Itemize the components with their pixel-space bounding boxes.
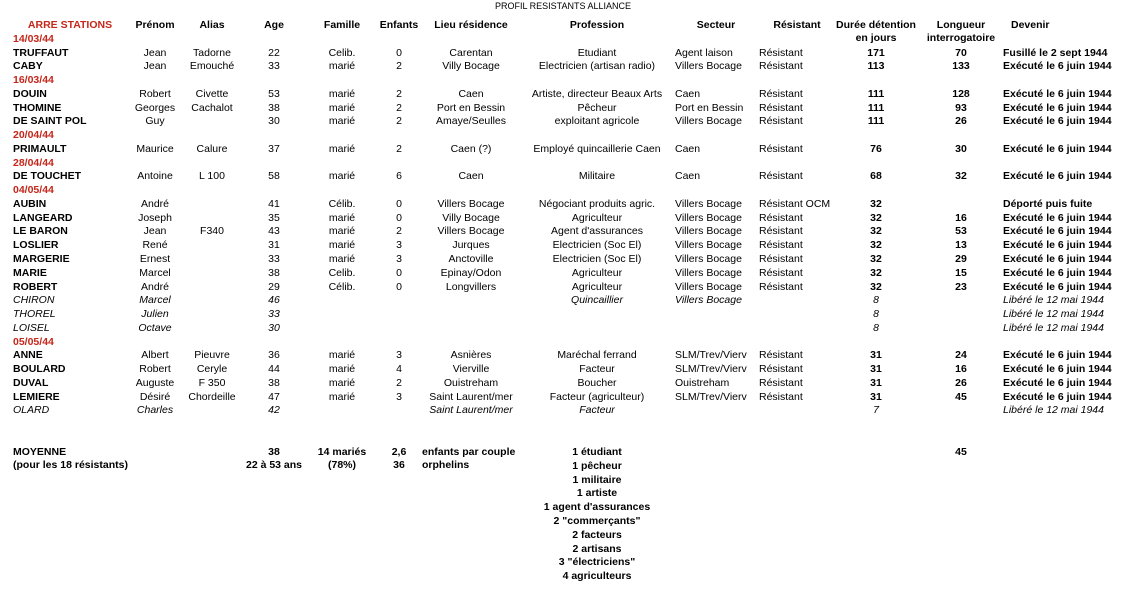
cell-resistant: Résistant xyxy=(759,60,803,72)
cell-age: 22 xyxy=(268,47,280,59)
cell-devenir: Libéré le 12 mai 1944 xyxy=(1003,308,1104,320)
cell-famille: marié xyxy=(328,377,356,389)
cell-age: 44 xyxy=(268,363,280,375)
cell-resistant: Résistant xyxy=(759,363,803,375)
cell-lieu: Villers Bocage xyxy=(437,225,505,237)
cell-name: ROBERT xyxy=(13,281,58,293)
cell-prenom: Robert xyxy=(139,363,171,375)
cell-profession: Artiste, directeur Beaux Arts xyxy=(531,88,663,100)
cell-enfants: 2 xyxy=(396,102,402,114)
cell-devenir: Déporté puis fuite xyxy=(1003,198,1093,210)
cell-alias: Pieuvre xyxy=(194,349,230,361)
cell-age: 53 xyxy=(268,88,280,100)
cell-longueur: 93 xyxy=(955,102,967,114)
cell-alias: F 350 xyxy=(198,377,226,389)
cell-secteur: Villers Bocage xyxy=(675,115,742,127)
cell-lieu: Saint Laurent/mer xyxy=(429,391,513,403)
cell-age: 38 xyxy=(268,102,280,114)
cell-lieu: Caen xyxy=(458,170,484,182)
date-separator: 04/05/44 xyxy=(13,184,54,196)
cell-prenom: André xyxy=(140,281,170,293)
cell-profession: Négociant produits agric. xyxy=(538,198,656,210)
cell-famille: marié xyxy=(328,239,356,251)
cell-prenom: Jean xyxy=(143,225,167,237)
date-separator: 14/03/44 xyxy=(13,33,54,45)
cell-prenom: Maurice xyxy=(136,143,174,155)
cell-enfants: 2 xyxy=(396,115,402,127)
cell-enfants: 2 xyxy=(396,60,402,72)
cell-longueur: 30 xyxy=(955,143,967,155)
cell-age: 47 xyxy=(268,391,280,403)
cell-profession: Agriculteur xyxy=(571,281,623,293)
header-devenir: Devenir xyxy=(1011,19,1050,31)
cell-resistant: Résistant xyxy=(759,225,803,237)
cell-alias: L 100 xyxy=(199,170,225,182)
cell-longueur: 53 xyxy=(955,225,967,237)
cell-lieu: Villers Bocage xyxy=(437,198,505,210)
cell-duree: 32 xyxy=(870,212,882,224)
cell-age: 46 xyxy=(268,294,280,306)
cell-lieu: Villy Bocage xyxy=(442,212,500,224)
cell-name: ANNE xyxy=(13,349,43,361)
cell-resistant: Résistant xyxy=(759,143,803,155)
cell-famille: marié xyxy=(328,102,356,114)
cell-duree: 32 xyxy=(870,198,882,210)
cell-name: CHIRON xyxy=(13,294,55,306)
date-separator: 28/04/44 xyxy=(13,157,54,169)
cell-profession: Employé quincaillerie Caen xyxy=(533,143,661,155)
cell-profession: Agent d'assurances xyxy=(551,225,643,237)
cell-age: 31 xyxy=(268,239,280,251)
cell-devenir: Exécuté le 6 juin 1944 xyxy=(1003,363,1112,375)
cell-lieu: Saint Laurent/mer xyxy=(429,404,513,416)
cell-secteur: Villers Bocage xyxy=(675,239,742,251)
cell-enfants: 2 xyxy=(396,88,402,100)
cell-lieu: Caen xyxy=(458,88,484,100)
cell-devenir: Fusillé le 2 sept 1944 xyxy=(1003,47,1108,59)
cell-resistant: Résistant xyxy=(759,377,803,389)
summary-profession-item: 2 facteurs xyxy=(572,528,622,541)
cell-longueur: 26 xyxy=(955,377,967,389)
cell-name: THOREL xyxy=(13,308,56,320)
cell-duree: 31 xyxy=(870,391,882,403)
cell-devenir: Exécuté le 6 juin 1944 xyxy=(1003,377,1112,389)
summary-orphelins: 36 xyxy=(393,459,405,471)
cell-age: 33 xyxy=(268,60,280,72)
cell-duree: 111 xyxy=(867,88,885,100)
cell-resistant: Résistant xyxy=(759,239,803,251)
cell-lieu: Ouistreham xyxy=(443,377,499,389)
cell-profession: exploitant agricole xyxy=(554,115,640,127)
cell-name: CABY xyxy=(13,60,43,72)
cell-age: 33 xyxy=(268,308,280,320)
cell-duree: 111 xyxy=(867,115,885,127)
cell-enfants: 3 xyxy=(396,253,402,265)
page-title: PROFIL RESISTANTS ALLIANCE xyxy=(494,1,632,11)
cell-alias: Emouché xyxy=(189,60,235,72)
cell-prenom: Antoine xyxy=(137,170,173,182)
cell-resistant: Résistant xyxy=(759,349,803,361)
header-lieu: Lieu résidence xyxy=(434,19,508,31)
cell-devenir: Exécuté le 6 juin 1944 xyxy=(1003,391,1112,403)
cell-age: 33 xyxy=(268,253,280,265)
date-separator: 05/05/44 xyxy=(13,336,54,348)
summary-profession-item: 1 militaire xyxy=(572,473,622,486)
cell-prenom: Guy xyxy=(145,115,165,127)
cell-lieu: Longvillers xyxy=(445,281,497,293)
summary-label: MOYENNE xyxy=(13,446,67,458)
summary-age-avg: 38 xyxy=(268,446,280,458)
cell-secteur: Caen xyxy=(675,88,701,100)
cell-longueur: 23 xyxy=(955,281,967,293)
cell-longueur: 13 xyxy=(955,239,967,251)
cell-enfants: 3 xyxy=(396,239,402,251)
summary-profession-item: 1 agent d'assurances xyxy=(543,501,651,514)
cell-devenir: Exécuté le 6 juin 1944 xyxy=(1003,88,1112,100)
cell-name: DUVAL xyxy=(13,377,49,389)
cell-profession: Agriculteur xyxy=(571,212,623,224)
cell-lieu: Villy Bocage xyxy=(442,60,500,72)
cell-lieu: Carentan xyxy=(449,47,493,59)
summary-maries: 14 mariés xyxy=(317,446,367,458)
cell-profession: Electricien (artisan radio) xyxy=(538,60,656,72)
cell-age: 36 xyxy=(268,349,280,361)
summary-enfants-text: enfants par couple xyxy=(422,446,516,458)
cell-devenir: Exécuté le 6 juin 1944 xyxy=(1003,239,1112,251)
cell-resistant: Résistant xyxy=(759,88,803,100)
cell-devenir: Exécuté le 6 juin 1944 xyxy=(1003,102,1112,114)
cell-longueur: 29 xyxy=(955,253,967,265)
cell-duree: 31 xyxy=(870,377,882,389)
cell-secteur: Villers Bocage xyxy=(675,225,742,237)
cell-enfants: 3 xyxy=(396,349,402,361)
cell-secteur: Villers Bocage xyxy=(675,294,742,306)
cell-name: DE SAINT POL xyxy=(13,115,87,127)
date-separator: 16/03/44 xyxy=(13,74,54,86)
cell-age: 43 xyxy=(268,225,280,237)
cell-secteur: Ouistreham xyxy=(675,377,730,389)
cell-profession: Facteur xyxy=(579,363,615,375)
cell-famille: marié xyxy=(328,60,356,72)
cell-profession: Militaire xyxy=(578,170,616,182)
cell-prenom: Joseph xyxy=(138,212,172,224)
cell-alias: F340 xyxy=(200,225,224,237)
cell-prenom: Robert xyxy=(139,88,171,100)
cell-prenom: Auguste xyxy=(135,377,175,389)
cell-name: THOMINE xyxy=(13,102,62,114)
cell-duree: 31 xyxy=(870,349,882,361)
cell-devenir: Exécuté le 6 juin 1944 xyxy=(1003,143,1112,155)
cell-enfants: 0 xyxy=(396,198,402,210)
cell-resistant: Résistant xyxy=(759,253,803,265)
header-enfants: Enfants xyxy=(379,19,419,31)
cell-age: 41 xyxy=(268,198,280,210)
cell-enfants: 2 xyxy=(396,143,402,155)
cell-name: BOULARD xyxy=(13,363,66,375)
cell-longueur: 15 xyxy=(955,267,967,279)
cell-enfants: 0 xyxy=(396,267,402,279)
cell-prenom: Marcel xyxy=(139,267,171,279)
cell-duree: 31 xyxy=(870,363,882,375)
cell-devenir: Exécuté le 6 juin 1944 xyxy=(1003,225,1112,237)
cell-duree: 32 xyxy=(870,253,882,265)
cell-profession: Facteur (agriculteur) xyxy=(549,391,645,403)
cell-prenom: Jean xyxy=(143,60,167,72)
cell-prenom: Octave xyxy=(138,322,172,334)
cell-resistant: Résistant xyxy=(759,391,803,403)
cell-name: LOISEL xyxy=(13,322,50,334)
cell-name: MARIE xyxy=(13,267,47,279)
cell-duree: 76 xyxy=(870,143,882,155)
summary-profession-item: 2 "commerçants" xyxy=(553,515,641,527)
cell-prenom: Julien xyxy=(141,308,169,320)
cell-name: LOSLIER xyxy=(13,239,59,251)
cell-lieu: Anctoville xyxy=(448,253,494,265)
cell-longueur: 16 xyxy=(955,363,967,375)
cell-lieu: Vierville xyxy=(452,363,490,375)
cell-lieu: Jurques xyxy=(452,239,490,251)
summary-orphelins-text: orphelins xyxy=(422,459,470,471)
cell-devenir: Exécuté le 6 juin 1944 xyxy=(1003,349,1112,361)
cell-alias: Civette xyxy=(195,88,229,100)
cell-profession: Facteur xyxy=(579,404,615,416)
cell-name: OLARD xyxy=(13,404,50,416)
summary-age-range: 22 à 53 ans xyxy=(245,459,303,471)
cell-name: AUBIN xyxy=(13,198,47,210)
cell-prenom: Ernest xyxy=(139,253,171,265)
summary-profession-item: 3 "électriciens" xyxy=(558,556,636,569)
cell-famille: marié xyxy=(328,349,356,361)
cell-famille: marié xyxy=(328,363,356,375)
cell-profession: Boucher xyxy=(577,377,617,389)
cell-devenir: Exécuté le 6 juin 1944 xyxy=(1003,212,1112,224)
cell-name: LANGEARD xyxy=(13,212,73,224)
cell-duree: 32 xyxy=(870,239,882,251)
cell-age: 58 xyxy=(268,170,280,182)
cell-resistant: Résistant xyxy=(759,47,803,59)
cell-profession: Etudiant xyxy=(577,47,617,59)
summary-sublabel: (pour les 18 résistants) xyxy=(13,459,128,471)
cell-alias: Chordeille xyxy=(188,391,236,403)
cell-devenir: Exécuté le 6 juin 1944 xyxy=(1003,267,1112,279)
cell-duree: 8 xyxy=(873,322,879,334)
cell-famille: Celib. xyxy=(328,267,356,279)
summary-profession-item: 1 artiste xyxy=(576,487,618,500)
cell-age: 38 xyxy=(268,267,280,279)
cell-longueur: 16 xyxy=(955,212,967,224)
cell-prenom: Charles xyxy=(136,404,174,416)
cell-famille: Celib. xyxy=(328,47,356,59)
cell-secteur: Caen xyxy=(675,170,701,182)
cell-longueur: 133 xyxy=(952,60,970,72)
cell-longueur: 24 xyxy=(955,349,967,361)
cell-duree: 8 xyxy=(873,308,879,320)
header-duree-line2: en jours xyxy=(855,32,897,44)
cell-enfants: 6 xyxy=(396,170,402,182)
cell-famille: marié xyxy=(328,253,356,265)
cell-name: LEMIERE xyxy=(13,391,60,403)
cell-alias: Ceryle xyxy=(196,363,228,375)
cell-duree: 113 xyxy=(867,60,885,72)
cell-famille: marié xyxy=(328,88,356,100)
cell-profession: Maréchal ferrand xyxy=(557,349,637,361)
cell-secteur: Port en Bessin xyxy=(675,102,744,114)
cell-enfants: 4 xyxy=(396,363,402,375)
cell-enfants: 0 xyxy=(396,212,402,224)
cell-profession: Electricien (Soc El) xyxy=(552,239,642,251)
cell-duree: 111 xyxy=(867,102,885,114)
cell-secteur: SLM/Trev/Vierv xyxy=(675,391,747,403)
cell-famille: marié xyxy=(328,170,356,182)
cell-resistant: Résistant xyxy=(759,115,803,127)
cell-prenom: Marcel xyxy=(139,294,171,306)
cell-prenom: Georges xyxy=(134,102,176,114)
header-duree: Durée détention xyxy=(836,19,916,31)
cell-duree: 8 xyxy=(873,294,879,306)
cell-profession: Quincaillier xyxy=(571,294,623,306)
cell-devenir: Libéré le 12 mai 1944 xyxy=(1003,404,1104,416)
cell-longueur: 128 xyxy=(952,88,970,100)
cell-famille: marié xyxy=(328,391,356,403)
cell-secteur: Villers Bocage xyxy=(675,212,742,224)
cell-famille: marié xyxy=(328,143,356,155)
cell-age: 29 xyxy=(268,281,280,293)
cell-enfants: 2 xyxy=(396,225,402,237)
header-longueur-line2: interrogatoire xyxy=(926,32,996,44)
date-separator: 20/04/44 xyxy=(13,129,54,141)
cell-duree: 7 xyxy=(873,404,879,416)
summary-profession-item: 1 étudiant xyxy=(572,446,622,458)
cell-duree: 32 xyxy=(870,225,882,237)
cell-secteur: Villers Bocage xyxy=(675,267,742,279)
cell-name: TRUFFAUT xyxy=(13,47,69,59)
summary-maries-pct: (78%) xyxy=(327,459,357,471)
summary-longueur-avg: 45 xyxy=(955,446,967,458)
cell-famille: Célib. xyxy=(328,198,356,210)
cell-profession: Electricien (Soc El) xyxy=(552,253,642,265)
cell-prenom: André xyxy=(140,198,170,210)
cell-secteur: SLM/Trev/Vierv xyxy=(675,349,747,361)
cell-devenir: Exécuté le 6 juin 1944 xyxy=(1003,170,1112,182)
summary-profession-item: 2 artisans xyxy=(572,542,622,555)
cell-devenir: Exécuté le 6 juin 1944 xyxy=(1003,60,1112,72)
cell-famille: Célib. xyxy=(328,281,356,293)
cell-devenir: Exécuté le 6 juin 1944 xyxy=(1003,115,1112,127)
cell-famille: marié xyxy=(328,212,356,224)
header-longueur: Longueur xyxy=(936,19,986,31)
cell-secteur: Villers Bocage xyxy=(675,253,742,265)
cell-duree: 171 xyxy=(867,47,885,59)
cell-resistant: Résistant xyxy=(759,281,803,293)
cell-resistant: Résistant OCM xyxy=(759,198,831,210)
cell-profession: Agriculteur xyxy=(571,267,623,279)
cell-secteur: Villers Bocage xyxy=(675,60,742,72)
cell-lieu: Port en Bessin xyxy=(436,102,506,114)
cell-resistant: Résistant xyxy=(759,102,803,114)
cell-devenir: Libéré le 12 mai 1944 xyxy=(1003,294,1104,306)
header-resistant: Résistant xyxy=(773,19,821,31)
cell-name: DOUIN xyxy=(13,88,47,100)
summary-enfants-avg: 2,6 xyxy=(391,446,407,458)
cell-famille: marié xyxy=(328,225,356,237)
cell-enfants: 0 xyxy=(396,47,402,59)
cell-alias: Tadorne xyxy=(193,47,231,59)
cell-age: 38 xyxy=(268,377,280,389)
cell-duree: 32 xyxy=(870,267,882,279)
cell-age: 30 xyxy=(268,115,280,127)
cell-secteur: Villers Bocage xyxy=(675,198,742,210)
cell-resistant: Résistant xyxy=(759,267,803,279)
cell-profession: Pêcheur xyxy=(577,102,617,114)
header-arrestations: ARRE STATIONS xyxy=(27,19,113,31)
cell-secteur: Caen xyxy=(675,143,701,155)
cell-longueur: 70 xyxy=(955,47,967,59)
header-profession: Profession xyxy=(569,19,625,31)
cell-name: PRIMAULT xyxy=(13,143,67,155)
cell-resistant: Résistant xyxy=(759,212,803,224)
cell-longueur: 26 xyxy=(955,115,967,127)
cell-longueur: 45 xyxy=(955,391,967,403)
header-alias: Alias xyxy=(199,19,225,31)
cell-name: DE TOUCHET xyxy=(13,170,82,182)
cell-longueur: 32 xyxy=(955,170,967,182)
summary-profession-item: 4 agriculteurs xyxy=(562,570,632,583)
cell-devenir: Exécuté le 6 juin 1944 xyxy=(1003,253,1112,265)
cell-lieu: Asnières xyxy=(450,349,492,361)
cell-lieu: Caen (?) xyxy=(450,143,492,155)
cell-enfants: 3 xyxy=(396,391,402,403)
header-famille: Famille xyxy=(323,19,361,31)
cell-age: 42 xyxy=(268,404,280,416)
cell-secteur: SLM/Trev/Vierv xyxy=(675,363,747,375)
cell-duree: 32 xyxy=(870,281,882,293)
cell-prenom: Albert xyxy=(141,349,169,361)
cell-alias: Calure xyxy=(196,143,228,155)
cell-prenom: Jean xyxy=(143,47,167,59)
cell-secteur: Villers Bocage xyxy=(675,281,742,293)
cell-famille: marié xyxy=(328,115,356,127)
cell-name: MARGERIE xyxy=(13,253,70,265)
summary-profession-item: 1 pêcheur xyxy=(572,459,622,472)
cell-prenom: René xyxy=(142,239,168,251)
header-age: Age xyxy=(264,19,284,31)
cell-devenir: Libéré le 12 mai 1944 xyxy=(1003,322,1104,334)
cell-lieu: Amaye/Seulles xyxy=(435,115,507,127)
cell-alias: Cachalot xyxy=(191,102,233,114)
cell-resistant: Résistant xyxy=(759,170,803,182)
cell-lieu: Epinay/Odon xyxy=(440,267,502,279)
header-secteur: Secteur xyxy=(696,19,736,31)
cell-enfants: 2 xyxy=(396,377,402,389)
cell-devenir: Exécuté le 6 juin 1944 xyxy=(1003,281,1112,293)
header-prenom: Prénom xyxy=(135,19,175,31)
cell-secteur: Agent laison xyxy=(675,47,733,59)
cell-enfants: 0 xyxy=(396,281,402,293)
cell-duree: 68 xyxy=(870,170,882,182)
cell-age: 35 xyxy=(268,212,280,224)
cell-name: LE BARON xyxy=(13,225,68,237)
cell-prenom: Désiré xyxy=(139,391,171,403)
cell-age: 37 xyxy=(268,143,280,155)
cell-age: 30 xyxy=(268,322,280,334)
